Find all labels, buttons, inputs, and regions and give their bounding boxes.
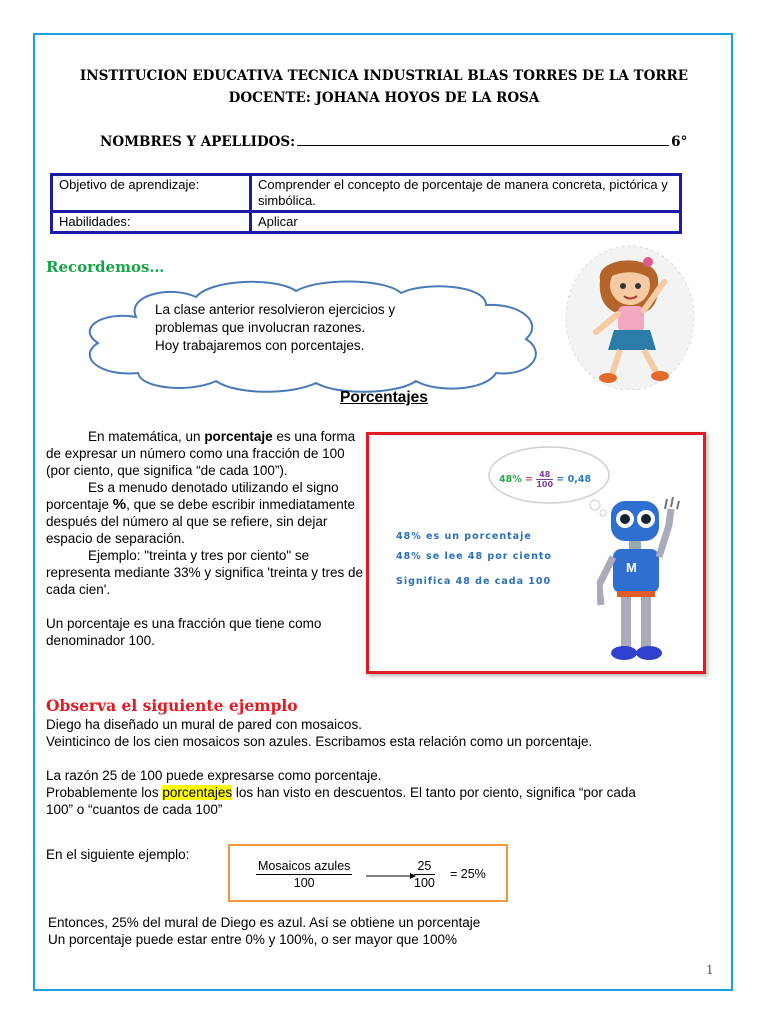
conclusion-line: Un porcentaje puede estar entre 0% y 100%, o ser mayor que 100%: [48, 932, 457, 947]
example-text: [46, 716, 726, 818]
conclusion-line: Entonces, 25% del mural de Diego es azul. Así se obtiene un porcentaje: [48, 915, 481, 930]
section-title-text: Porcentajes: [340, 389, 428, 406]
intro-paragraph: [46, 428, 364, 479]
example-line: [46, 784, 726, 801]
names-label: NOMBRES Y APELLIDOS:: [100, 134, 296, 150]
bubble-denominator: 100: [536, 480, 554, 489]
objective-key: Objetivo de aprendizaje:: [52, 175, 251, 212]
bubble-decimal: = 0,48: [556, 474, 592, 485]
robot-illustration: [597, 495, 687, 670]
robot-line-3: [396, 576, 551, 587]
objective-value: Comprender el concepto de porcentaje de manera concreta, pictórica y simbólica.: [251, 175, 681, 212]
bubble-fraction: [536, 470, 553, 489]
table-row: [52, 212, 681, 233]
cloud-text: [155, 301, 395, 355]
formula-box: [228, 844, 508, 902]
teacher-line: DOCENTE: JOHANA HOYOS DE LA ROSA: [228, 90, 540, 106]
grade-label: 6°: [671, 134, 688, 150]
recordemos-heading: Recordemos…: [46, 258, 165, 276]
percent-sign: %: [112, 496, 127, 513]
intro-paragraph: Ejemplo: "treinta y tres por ciento" se representa mediante 33% y significa 'treinta y tres de cada cien'.: [46, 548, 363, 597]
example-heading: Observa el siguiente ejemplo: [46, 696, 298, 715]
intro-text: [46, 428, 364, 649]
robot-image-box: [366, 432, 706, 674]
fraction-numerator: Mosaicos azules: [258, 859, 351, 873]
fraction-numerator: 25: [414, 858, 435, 875]
intro-paragraph: [46, 479, 364, 547]
skills-key: Habilidades:: [52, 212, 251, 233]
cloud-line: La clase anterior resolvieron ejercicios y: [155, 302, 396, 317]
example-line: La razón 25 de 100 puede expresarse como porcentaje.: [46, 768, 382, 783]
cloud-line: Hoy trabajaremos con porcentajes.: [155, 338, 365, 353]
highlighted-word: porcentajes: [162, 785, 233, 800]
bubble-equation: [499, 470, 591, 489]
robot-line-2: [396, 551, 552, 562]
girl-illustration: [560, 240, 700, 390]
page-number: 1: [706, 963, 714, 977]
robot-line-text: 48% es un porcentaje: [396, 531, 532, 542]
fraction-denominator: 100: [293, 876, 315, 890]
robot-line-text: Significa 48 de cada 100: [396, 576, 552, 587]
text-run: Probablemente los: [46, 785, 163, 800]
intro-paragraph: Un porcentaje es una fracción que tiene como denominador 100.: [46, 616, 322, 648]
bubble-equals: =: [525, 474, 534, 485]
example-line: Veinticinco de los cien mosaicos son azules. Escribamos esta relación como un porcentaje.: [46, 734, 593, 749]
text-run: , que se debe escribir inmediatamente después del número al que se refiere, sin dejar espacio de separación.: [46, 497, 356, 546]
bold-term: porcentaje: [204, 429, 273, 444]
text-run: En matemática, un: [88, 429, 205, 444]
fraction-2: [414, 858, 435, 891]
text-run: Es a menudo denotado utilizando el signo porcentaje: [46, 480, 339, 512]
cloud-line: problemas que involucran razones.: [155, 320, 366, 335]
fraction-denominator: 100: [414, 876, 435, 890]
example-lead: En el siguiente ejemplo:: [46, 847, 190, 862]
example-line: 100” o “cuantos de cada 100”: [46, 802, 223, 817]
names-blank-line: [297, 133, 669, 146]
robot-line-text: 48% se lee 48 por ciento: [396, 551, 552, 562]
arrow-icon: [366, 872, 416, 880]
example-line: Diego ha diseñado un mural de pared con mosaicos.: [46, 717, 362, 732]
skills-value: Aplicar: [251, 212, 681, 233]
conclusion-text: [48, 914, 708, 948]
text-run: los han visto en descuentos. El tanto por ciento, significa “por cada: [232, 785, 636, 800]
text-run: es una forma de expresar un número como una fracción de 100 (por ciento, que significa “de cada 100”).: [46, 429, 356, 478]
objectives-table: [50, 173, 682, 234]
section-title: [0, 389, 768, 407]
institution-title: INSTITUCION EDUCATIVA TECNICA INDUSTRIAL BLAS TORRES DE LA TORRE: [79, 68, 689, 84]
names-field: [100, 133, 687, 150]
bubble-numerator: 48: [536, 470, 553, 480]
formula-result: = 25%: [450, 867, 486, 881]
fraction-1: [256, 858, 352, 891]
bubble-percent: 48%: [499, 474, 522, 485]
robot-line-1: [396, 531, 532, 542]
table-row: [52, 175, 681, 212]
robot-chest-letter: M: [626, 560, 637, 575]
